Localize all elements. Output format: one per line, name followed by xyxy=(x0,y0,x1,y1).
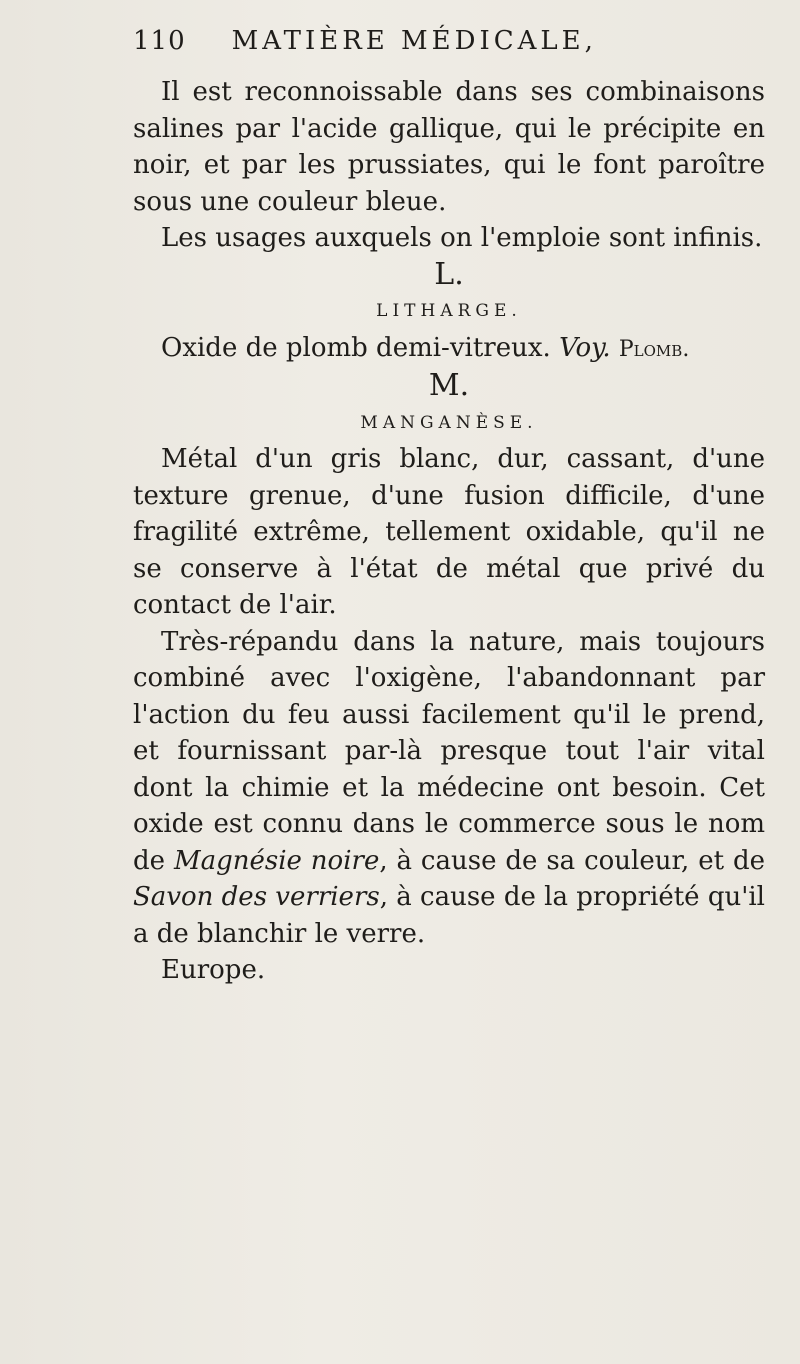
paragraph-tanin-reactions: Il est reconnoissable dans ses combinaisons salines par l'acide gallique, qui le précipite en noir, et par les prussiates, qui le font paroître sous une couleur bleue. xyxy=(133,77,765,217)
page-number: 110 xyxy=(133,26,186,56)
manganese-trade-name-1: Magnésie noire xyxy=(173,845,380,876)
entry-title-manganese: MANGANÈSE. xyxy=(360,412,538,433)
paragraph-usages: Les usages auxquels on l'emploie sont infinis. xyxy=(161,223,763,253)
litharge-cross-reference: Plomb. xyxy=(618,336,690,362)
section-letter-l: L. xyxy=(434,256,464,292)
section-letter-m: M. xyxy=(428,368,470,403)
paragraph-manganese-uses xyxy=(133,624,765,953)
running-title: MATIÈRE MÉDICALE, xyxy=(231,26,597,56)
litharge-definition: Oxide de plomb demi-vitreux. xyxy=(161,332,551,363)
entry-title-litharge: LITHARGE. xyxy=(376,301,522,321)
litharge-see-also: Voy. xyxy=(559,332,611,363)
paragraph-origin: Europe. xyxy=(161,955,266,985)
manganese-uses-text-3: , à cause de la propriété qu'il a de blanchir le verre. xyxy=(133,882,765,949)
manganese-uses-text-2: , à cause de sa couleur, et de xyxy=(379,845,766,876)
entry-text-litharge xyxy=(133,330,765,369)
running-head xyxy=(133,26,597,56)
paragraph-manganese-description: Métal d'un gris blanc, dur, cassant, d'une texture grenue, d'une fusion difficile, d'une fragilité extrême, tellement oxidable, qu'il ne se conserve à l'état de métal que privé du contact de l'air. xyxy=(133,444,765,620)
manganese-trade-name-2: Savon des verriers xyxy=(133,882,380,912)
manganese-uses-text-1: Très-répandu dans la nature, mais toujours combiné avec l'oxigène, l'abandonnant par l'action du feu aussi facilement qu'il le prend, et fournissant par-là presque tout l'air vital dont la chimie et la médecine ont besoin. Cet oxide est connu dans le commerce sous le nom de xyxy=(133,626,765,876)
page-text xyxy=(133,74,765,989)
